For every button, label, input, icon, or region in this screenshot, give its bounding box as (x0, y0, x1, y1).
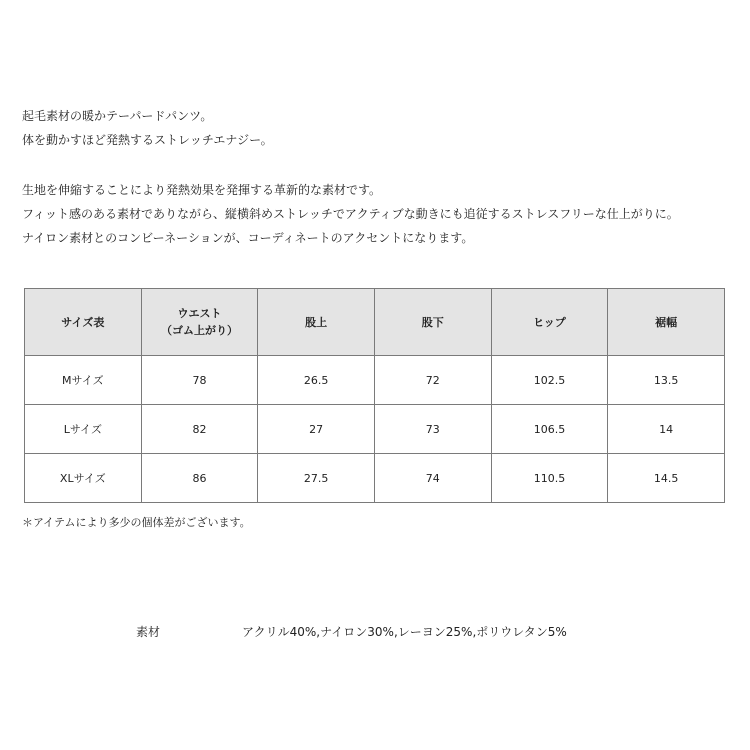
header-label: 股下 (421, 315, 444, 329)
size-table-header-row (25, 289, 725, 356)
table-cell: 14 (608, 405, 725, 454)
table-cell: 102.5 (491, 356, 608, 405)
table-cell: 86 (141, 454, 258, 503)
table-cell: 72 (374, 356, 491, 405)
header-label: ウエスト (177, 307, 222, 320)
table-cell: 26.5 (258, 356, 375, 405)
intro-paragraph (22, 104, 273, 152)
table-cell: 106.5 (491, 405, 608, 454)
table-cell: 74 (374, 454, 491, 503)
feature-paragraph (22, 178, 679, 250)
size-table (24, 288, 725, 503)
header-size (25, 289, 142, 356)
material-value: アクリル40%,ナイロン30%,レーヨン25%,ポリウレタン5% (242, 625, 567, 639)
table-cell: 14.5 (608, 454, 725, 503)
header-label: ヒップ (533, 315, 566, 329)
feature-line: ナイロン素材とのコンビーネーションが、コーディネートのアクセントになります。 (22, 231, 474, 245)
header-hem-width (608, 289, 725, 356)
material-label: 素材 (136, 625, 161, 639)
header-rise (258, 289, 375, 356)
table-cell: 73 (374, 405, 491, 454)
intro-line: 起毛素材の暖かテーパードパンツ。 (22, 109, 213, 123)
table-cell: XLサイズ (25, 454, 142, 503)
table-cell: 82 (141, 405, 258, 454)
table-row (25, 405, 725, 454)
header-label: サイズ表 (61, 315, 105, 329)
table-cell: 13.5 (608, 356, 725, 405)
table-cell: Lサイズ (25, 405, 142, 454)
feature-line: 生地を伸縮することにより発熱効果を発揮する革新的な素材です。 (22, 183, 382, 197)
individual-difference-note: ＊アイテムにより多少の個体差がございます。 (22, 516, 251, 529)
table-cell: 27 (258, 405, 375, 454)
header-label: 裾幅 (655, 315, 678, 329)
header-hip (491, 289, 608, 356)
table-cell: 78 (141, 356, 258, 405)
feature-line: フィット感のある素材でありながら、縦横斜めストレッチでアクティブな動きにも追従するストレスフリーな仕上がりに。 (22, 207, 679, 221)
intro-line: 体を動かすほど発熱するストレッチエナジー。 (22, 133, 273, 147)
table-cell: 110.5 (491, 454, 608, 503)
header-waist (141, 289, 258, 356)
table-row (25, 356, 725, 405)
header-label: 股上 (305, 315, 328, 329)
header-inseam (374, 289, 491, 356)
table-row (25, 454, 725, 503)
header-sublabel: （ゴム上がり） (160, 324, 238, 337)
table-cell: 27.5 (258, 454, 375, 503)
table-cell: Mサイズ (25, 356, 142, 405)
